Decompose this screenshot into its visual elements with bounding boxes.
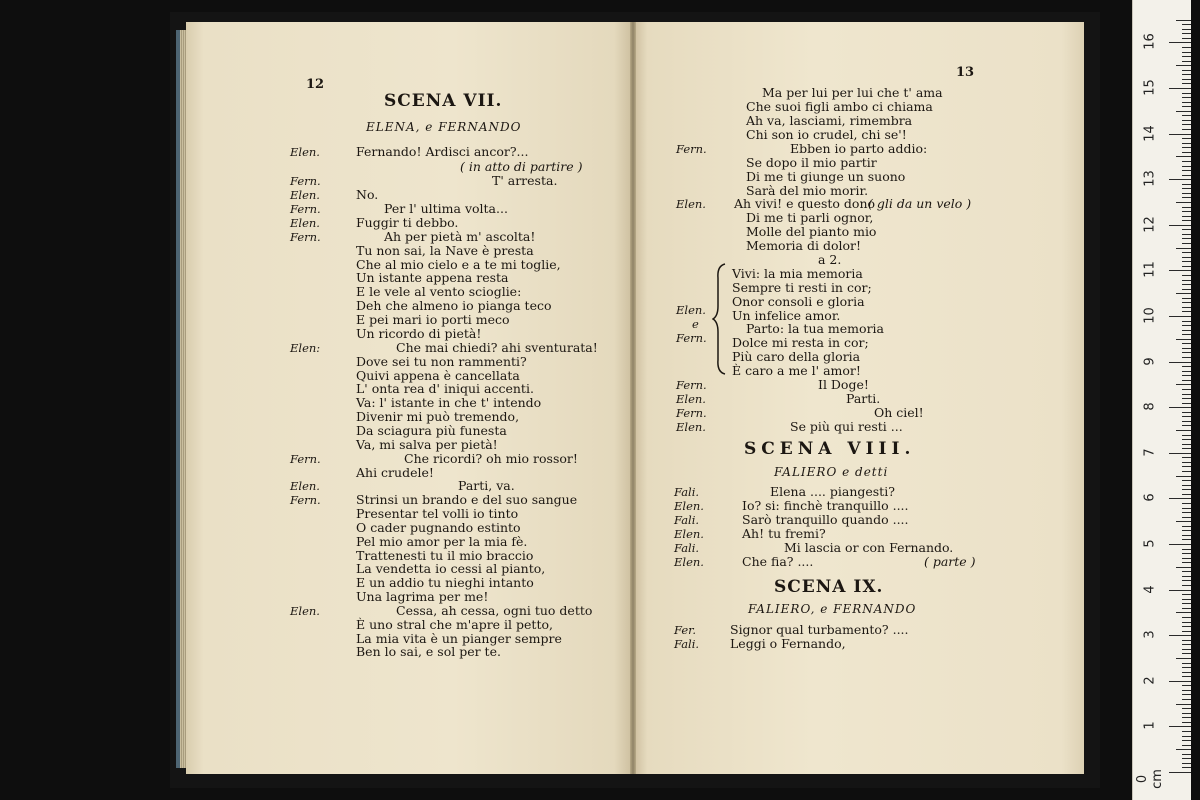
duet-brace bbox=[712, 262, 728, 376]
verse-line: Parto: la tua memoria bbox=[746, 321, 884, 336]
speaker-label: Elen. bbox=[676, 303, 706, 317]
ruler-tick bbox=[1182, 298, 1191, 299]
speaker-label: Fern. bbox=[676, 331, 707, 345]
verse-line: Deh che almeno io pianga teco bbox=[356, 298, 552, 313]
ruler-tick bbox=[1182, 494, 1191, 495]
ruler-tick bbox=[1182, 549, 1191, 550]
ruler-tick bbox=[1182, 138, 1191, 139]
ruler-tick bbox=[1182, 83, 1191, 84]
ruler-tick bbox=[1182, 357, 1191, 358]
verse-line: Molle del pianto mio bbox=[746, 224, 877, 239]
speaker-label: Fern. bbox=[290, 174, 321, 188]
ruler-tick bbox=[1182, 667, 1191, 668]
ruler-tick bbox=[1169, 179, 1191, 180]
speaker-label: Elen: bbox=[290, 341, 321, 355]
ruler-tick bbox=[1169, 772, 1191, 773]
ruler-tick bbox=[1182, 435, 1191, 436]
verse-line: Divenir mi può tremendo, bbox=[356, 409, 520, 424]
ruler-tick bbox=[1176, 339, 1191, 340]
ruler-tick bbox=[1182, 184, 1191, 185]
ruler-tick bbox=[1182, 289, 1191, 290]
ruler-tick bbox=[1176, 156, 1191, 157]
verse-line: Parti, va. bbox=[458, 478, 515, 493]
ruler-tick bbox=[1182, 115, 1191, 116]
ruler-tick bbox=[1182, 216, 1191, 217]
verse-line: Un ricordo di pietà! bbox=[356, 326, 482, 341]
ruler-tick bbox=[1182, 626, 1191, 627]
ruler-tick bbox=[1182, 398, 1191, 399]
ruler-tick bbox=[1182, 530, 1191, 531]
ruler-tick bbox=[1182, 466, 1191, 467]
ruler-number: 3 bbox=[1142, 630, 1158, 639]
ruler-tick bbox=[1182, 444, 1191, 445]
verse-line: Una lagrima per me! bbox=[356, 589, 489, 604]
ruler-tick bbox=[1182, 690, 1191, 691]
verse-line: Sempre ti resti in cor; bbox=[732, 280, 872, 295]
verse-line: Signor qual turbamento? .... bbox=[730, 622, 909, 637]
verse-line: Da sciagura più funesta bbox=[356, 423, 507, 438]
ruler-tick bbox=[1182, 152, 1191, 153]
ruler-tick bbox=[1169, 726, 1191, 727]
speaker-label: Elen. bbox=[290, 216, 320, 230]
verse-line: Chi son io crudel, chi se'! bbox=[746, 127, 907, 142]
verse-line: Va, mi salva per pietà! bbox=[356, 437, 498, 452]
ruler-tick bbox=[1182, 120, 1191, 121]
speaker-label: Elen. bbox=[290, 604, 320, 618]
speaker-label: Elen. bbox=[674, 499, 704, 513]
ruler-tick bbox=[1182, 47, 1191, 48]
ruler-tick bbox=[1182, 439, 1191, 440]
speaker-label: Fern. bbox=[676, 406, 707, 420]
speaker-label: Elen. bbox=[674, 527, 704, 541]
verse-line: Ahi crudele! bbox=[356, 465, 434, 480]
verse-line: Pel mio amor per la mia fè. bbox=[356, 534, 528, 549]
ruler-tick bbox=[1182, 480, 1191, 481]
ruler-tick bbox=[1182, 284, 1191, 285]
ruler-tick bbox=[1182, 147, 1191, 148]
ruler-tick bbox=[1182, 622, 1191, 623]
ruler-tick bbox=[1182, 175, 1191, 176]
verse-line: Che al mio cielo e a te mi toglie, bbox=[356, 257, 561, 272]
speaker-label: Elen. bbox=[676, 392, 706, 406]
ruler-tick bbox=[1182, 343, 1191, 344]
speaker-label: Elen. bbox=[676, 197, 706, 211]
verse-line: a 2. bbox=[818, 252, 842, 267]
ruler-tick bbox=[1182, 238, 1191, 239]
ruler-tick bbox=[1169, 134, 1191, 135]
verse-line: Che ricordi? oh mio rossor! bbox=[404, 451, 578, 466]
ruler-tick bbox=[1182, 699, 1191, 700]
verse-line: Ah! tu fremi? bbox=[742, 526, 826, 541]
verse-line: Per l' ultima volta... bbox=[384, 201, 508, 216]
verse-line: Presentar tel volli io tinto bbox=[356, 506, 519, 521]
ruler-tick bbox=[1182, 325, 1191, 326]
ruler-tick bbox=[1182, 448, 1191, 449]
ruler-number: 4 bbox=[1142, 584, 1158, 594]
scene-title-vii: SCENA VII. bbox=[384, 91, 503, 111]
verse-line: Io? si: finchè tranquillo .... bbox=[742, 498, 909, 513]
measuring-ruler bbox=[1132, 0, 1191, 800]
ruler-tick bbox=[1169, 42, 1191, 43]
speaker-label: Fali. bbox=[674, 513, 700, 527]
speaker-label: e bbox=[692, 317, 699, 331]
cast-line-viii: FALIERO e detti bbox=[774, 465, 889, 479]
ruler-tick bbox=[1176, 111, 1191, 112]
ruler-tick bbox=[1176, 612, 1191, 613]
ruler-tick bbox=[1182, 617, 1191, 618]
scene-title-ix: SCENA IX. bbox=[774, 577, 884, 597]
speaker-label: Fali. bbox=[674, 541, 700, 555]
ruler-number: 13 bbox=[1142, 170, 1158, 187]
ruler-tick bbox=[1182, 56, 1191, 57]
verse-line: Ah per pietà m' ascolta! bbox=[384, 229, 536, 244]
book-gutter bbox=[630, 22, 636, 774]
verse-line: Onor consoli e gloria bbox=[732, 294, 865, 309]
ruler-tick bbox=[1182, 649, 1191, 650]
ruler-tick bbox=[1182, 558, 1191, 559]
ruler-tick bbox=[1182, 740, 1191, 741]
ruler-tick bbox=[1182, 754, 1191, 755]
ruler-tick bbox=[1182, 166, 1191, 167]
ruler-tick bbox=[1182, 261, 1191, 262]
ruler-tick bbox=[1182, 508, 1191, 509]
ruler-tick bbox=[1182, 252, 1191, 253]
ruler-tick bbox=[1182, 321, 1191, 322]
verse-line: Ah vivi! e questo dono bbox=[734, 196, 876, 211]
ruler-tick bbox=[1182, 97, 1191, 98]
ruler-tick bbox=[1182, 33, 1191, 34]
ruler-tick bbox=[1182, 571, 1191, 572]
ruler-tick bbox=[1182, 394, 1191, 395]
ruler-tick bbox=[1182, 708, 1191, 709]
ruler-tick bbox=[1182, 207, 1191, 208]
verse-line: Più caro della gloria bbox=[732, 349, 861, 364]
verse-line: Di me ti giunge un suono bbox=[746, 169, 906, 184]
ruler-tick bbox=[1182, 608, 1191, 609]
speaker-label: Fern. bbox=[290, 202, 321, 216]
ruler-tick bbox=[1169, 88, 1191, 89]
cast-line-ix: FALIERO, e FERNANDO bbox=[748, 602, 917, 616]
verse-line: Che fia? .... bbox=[742, 554, 814, 569]
page-number-right: 13 bbox=[956, 65, 975, 80]
ruler-tick bbox=[1182, 412, 1191, 413]
verse-line: È uno stral che m'apre il petto, bbox=[356, 617, 553, 632]
verse-line: La mia vita è un pianger sempre bbox=[356, 631, 562, 646]
ruler-tick bbox=[1182, 644, 1191, 645]
speaker-label: Fali. bbox=[674, 637, 700, 651]
ruler-tick bbox=[1182, 79, 1191, 80]
ruler-tick bbox=[1182, 375, 1191, 376]
ruler-tick bbox=[1169, 225, 1191, 226]
verse-line: E pei mari io porti meco bbox=[356, 312, 510, 327]
ruler-tick bbox=[1182, 731, 1191, 732]
ruler-tick bbox=[1182, 631, 1191, 632]
speaker-label: Fern. bbox=[290, 230, 321, 244]
ruler-tick bbox=[1182, 553, 1191, 554]
verse-line: Ma per lui per lui che t' ama bbox=[762, 85, 943, 100]
ruler-tick bbox=[1182, 722, 1191, 723]
ruler-tick bbox=[1182, 275, 1191, 276]
ruler-tick bbox=[1182, 197, 1191, 198]
verse-line: Vivi: la mia memoria bbox=[732, 266, 863, 281]
verse-line: Sarà del mio morir. bbox=[746, 183, 869, 198]
verse-line: Un istante appena resta bbox=[356, 270, 509, 285]
ruler-tick bbox=[1182, 471, 1191, 472]
verse-line: Un infelice amor. bbox=[732, 308, 841, 323]
ruler-tick bbox=[1182, 229, 1191, 230]
ruler-tick bbox=[1182, 416, 1191, 417]
ruler-number: 14 bbox=[1142, 124, 1158, 142]
ruler-tick bbox=[1182, 580, 1191, 581]
verse-line: Che mai chiedi? ahi sventurata! bbox=[396, 340, 598, 355]
ruler-number: 12 bbox=[1142, 216, 1158, 233]
speaker-label: Elen. bbox=[674, 555, 704, 569]
ruler-tick bbox=[1182, 74, 1191, 75]
ruler-tick bbox=[1182, 38, 1191, 39]
ruler-tick bbox=[1176, 293, 1191, 294]
ruler-tick bbox=[1182, 736, 1191, 737]
blue-cover-edge bbox=[176, 30, 180, 768]
ruler-tick bbox=[1169, 362, 1191, 363]
ruler-tick bbox=[1182, 745, 1191, 746]
ruler-number: 16 bbox=[1142, 33, 1158, 51]
verse-line: Se più qui resti ... bbox=[790, 419, 903, 434]
ruler-tick bbox=[1182, 334, 1191, 335]
ruler-tick bbox=[1182, 211, 1191, 212]
ruler-number: 6 bbox=[1142, 493, 1158, 503]
ruler-tick bbox=[1182, 380, 1191, 381]
ruler-tick bbox=[1182, 389, 1191, 390]
ruler-tick bbox=[1182, 129, 1191, 130]
ruler-tick bbox=[1182, 24, 1191, 25]
stage-direction: ( gli da un velo ) bbox=[868, 196, 972, 211]
verse-line: Trattenesti tu il mio braccio bbox=[356, 548, 534, 563]
ruler-number: 9 bbox=[1142, 356, 1158, 366]
ruler-tick bbox=[1182, 594, 1191, 595]
ruler-tick bbox=[1182, 52, 1191, 53]
ruler-tick bbox=[1176, 749, 1191, 750]
ruler-tick bbox=[1176, 248, 1191, 249]
ruler-number: 2 bbox=[1142, 676, 1158, 685]
ruler-tick bbox=[1182, 758, 1191, 759]
ruler-tick bbox=[1182, 576, 1191, 577]
ruler-number: 0 cm bbox=[1135, 769, 1165, 789]
verse-line: Ebben io parto addio: bbox=[790, 141, 928, 156]
ruler-tick bbox=[1182, 243, 1191, 244]
verse-line: Memoria di dolor! bbox=[746, 238, 861, 253]
scene-title-viii: SCENA VIII. bbox=[744, 439, 916, 459]
verse-line: Elena .... piangesti? bbox=[770, 484, 895, 499]
ruler-tick bbox=[1182, 485, 1191, 486]
ruler-tick bbox=[1182, 763, 1191, 764]
verse-line: Strinsi un brando e del suo sangue bbox=[356, 492, 578, 507]
ruler-tick bbox=[1182, 512, 1191, 513]
ruler-tick bbox=[1176, 704, 1191, 705]
ruler-tick bbox=[1182, 694, 1191, 695]
ruler-tick bbox=[1182, 311, 1191, 312]
ruler-tick bbox=[1182, 188, 1191, 189]
ruler-tick bbox=[1182, 421, 1191, 422]
ruler-tick bbox=[1182, 61, 1191, 62]
verse-line: Oh ciel! bbox=[874, 405, 924, 420]
ruler-tick bbox=[1182, 717, 1191, 718]
ruler-tick bbox=[1182, 124, 1191, 125]
verse-line: Tu non sai, la Nave è presta bbox=[356, 243, 534, 258]
ruler-tick bbox=[1182, 599, 1191, 600]
ruler-tick bbox=[1182, 302, 1191, 303]
speaker-label: Fern. bbox=[676, 378, 707, 392]
ruler-tick bbox=[1169, 635, 1191, 636]
ruler-tick bbox=[1176, 384, 1191, 385]
ruler-number: 15 bbox=[1142, 79, 1158, 96]
ruler-tick bbox=[1182, 371, 1191, 372]
ruler-number: 11 bbox=[1142, 261, 1158, 279]
verse-line: No. bbox=[356, 187, 379, 202]
ruler-tick bbox=[1169, 453, 1191, 454]
ruler-tick bbox=[1182, 143, 1191, 144]
ruler-tick bbox=[1182, 517, 1191, 518]
ruler-tick bbox=[1182, 425, 1191, 426]
ruler-tick bbox=[1182, 93, 1191, 94]
ruler-tick bbox=[1182, 489, 1191, 490]
ruler-tick bbox=[1169, 407, 1191, 408]
ruler-tick bbox=[1182, 535, 1191, 536]
ruler-tick bbox=[1169, 316, 1191, 317]
ruler-tick bbox=[1176, 20, 1191, 21]
cast-line-vii: ELENA, e FERNANDO bbox=[366, 120, 522, 134]
ruler-tick bbox=[1182, 767, 1191, 768]
ruler-tick bbox=[1182, 257, 1191, 258]
ruler-tick bbox=[1176, 521, 1191, 522]
ruler-tick bbox=[1182, 503, 1191, 504]
speaker-label: Elen. bbox=[290, 479, 320, 493]
ruler-tick bbox=[1169, 498, 1191, 499]
verse-line: Leggi o Fernando, bbox=[730, 636, 846, 651]
verse-line: Fuggir ti debbo. bbox=[356, 215, 459, 230]
verse-line: Che suoi figli ambo ci chiama bbox=[746, 99, 933, 114]
ruler-number: 1 bbox=[1142, 721, 1158, 731]
verse-line: Se dopo il mio partir bbox=[746, 155, 877, 170]
ruler-tick bbox=[1182, 585, 1191, 586]
ruler-tick bbox=[1182, 663, 1191, 664]
ruler-tick bbox=[1182, 348, 1191, 349]
verse-line: Dolce mi resta in cor; bbox=[732, 335, 869, 350]
ruler-tick bbox=[1182, 685, 1191, 686]
verse-line: Fernando! Ardisci ancor?... bbox=[356, 144, 529, 159]
ruler-tick bbox=[1182, 713, 1191, 714]
speaker-label: Fali. bbox=[674, 485, 700, 499]
verse-line: Dove sei tu non rammenti? bbox=[356, 354, 527, 369]
ruler-tick bbox=[1176, 567, 1191, 568]
ruler-tick bbox=[1182, 29, 1191, 30]
stage-direction-parte: ( parte ) bbox=[924, 554, 976, 569]
ruler-tick bbox=[1176, 476, 1191, 477]
ruler-tick bbox=[1182, 330, 1191, 331]
ruler-tick bbox=[1182, 676, 1191, 677]
ruler-tick bbox=[1182, 266, 1191, 267]
verse-line: Mi lascia or con Fernando. bbox=[784, 540, 954, 555]
verse-line: L' onta rea d' iniqui accenti. bbox=[356, 381, 534, 396]
speaker-label: Elen. bbox=[290, 188, 320, 202]
ruler-tick bbox=[1169, 544, 1191, 545]
verse-line: È caro a me l' amor! bbox=[732, 363, 861, 378]
verse-line: Il Doge! bbox=[818, 377, 869, 392]
ruler-tick bbox=[1182, 366, 1191, 367]
ruler-tick bbox=[1176, 65, 1191, 66]
verse-line: Di me ti parli ognor, bbox=[746, 210, 874, 225]
ruler-tick bbox=[1182, 307, 1191, 308]
ruler-tick bbox=[1182, 457, 1191, 458]
ruler-tick bbox=[1182, 562, 1191, 563]
speaker-label: Fer. bbox=[674, 623, 697, 637]
page-number-left: 12 bbox=[306, 77, 325, 92]
ruler-number: 7 bbox=[1142, 448, 1158, 457]
ruler-tick bbox=[1182, 102, 1191, 103]
ruler-tick bbox=[1182, 640, 1191, 641]
ruler-number: 5 bbox=[1142, 539, 1158, 548]
ruler-tick bbox=[1176, 202, 1191, 203]
speaker-label: Elen. bbox=[676, 420, 706, 434]
verse-line: E un addio tu nieghi intanto bbox=[356, 575, 534, 590]
speaker-label: Fern. bbox=[290, 452, 321, 466]
verse-line: E le vele al vento scioglie: bbox=[356, 284, 522, 299]
speaker-label: Fern. bbox=[290, 493, 321, 507]
ruler-tick bbox=[1169, 681, 1191, 682]
ruler-tick bbox=[1169, 590, 1191, 591]
stage-direction: ( in atto di partire ) bbox=[460, 159, 583, 174]
ruler-tick bbox=[1182, 403, 1191, 404]
ruler-tick bbox=[1182, 220, 1191, 221]
ruler-tick bbox=[1182, 193, 1191, 194]
ruler-tick bbox=[1182, 170, 1191, 171]
ruler-tick bbox=[1169, 270, 1191, 271]
verse-line: La vendetta io cessi al pianto, bbox=[356, 561, 546, 576]
ruler-tick bbox=[1182, 539, 1191, 540]
verse-line: Ah va, lasciami, rimembra bbox=[746, 113, 913, 128]
ruler-tick bbox=[1176, 658, 1191, 659]
ruler-tick bbox=[1182, 462, 1191, 463]
verse-line: Ben lo sai, e sol per te. bbox=[356, 644, 501, 659]
verse-line: Sarò tranquillo quando .... bbox=[742, 512, 909, 527]
ruler-tick bbox=[1182, 70, 1191, 71]
ruler-tick bbox=[1182, 526, 1191, 527]
verse-line: Cessa, ah cessa, ogni tuo detto bbox=[396, 603, 593, 618]
ruler-tick bbox=[1182, 161, 1191, 162]
verse-line: O cader pugnando estinto bbox=[356, 520, 521, 535]
verse-line: Quivi appena è cancellata bbox=[356, 368, 520, 383]
verse-line: Va: l' istante in che t' intendo bbox=[356, 395, 542, 410]
ruler-tick bbox=[1176, 430, 1191, 431]
verse-line: Parti. bbox=[846, 391, 881, 406]
ruler-number: 10 bbox=[1142, 307, 1158, 324]
verse-line: T' arresta. bbox=[492, 173, 558, 188]
ruler-tick bbox=[1182, 234, 1191, 235]
speaker-label: Elen. bbox=[290, 145, 320, 159]
ruler-number: 8 bbox=[1142, 402, 1158, 411]
ruler-tick bbox=[1182, 280, 1191, 281]
ruler-tick bbox=[1182, 603, 1191, 604]
ruler-tick bbox=[1182, 106, 1191, 107]
ruler-tick bbox=[1182, 653, 1191, 654]
speaker-label: Fern. bbox=[676, 142, 707, 156]
ruler-tick bbox=[1182, 352, 1191, 353]
ruler-tick bbox=[1182, 672, 1191, 673]
